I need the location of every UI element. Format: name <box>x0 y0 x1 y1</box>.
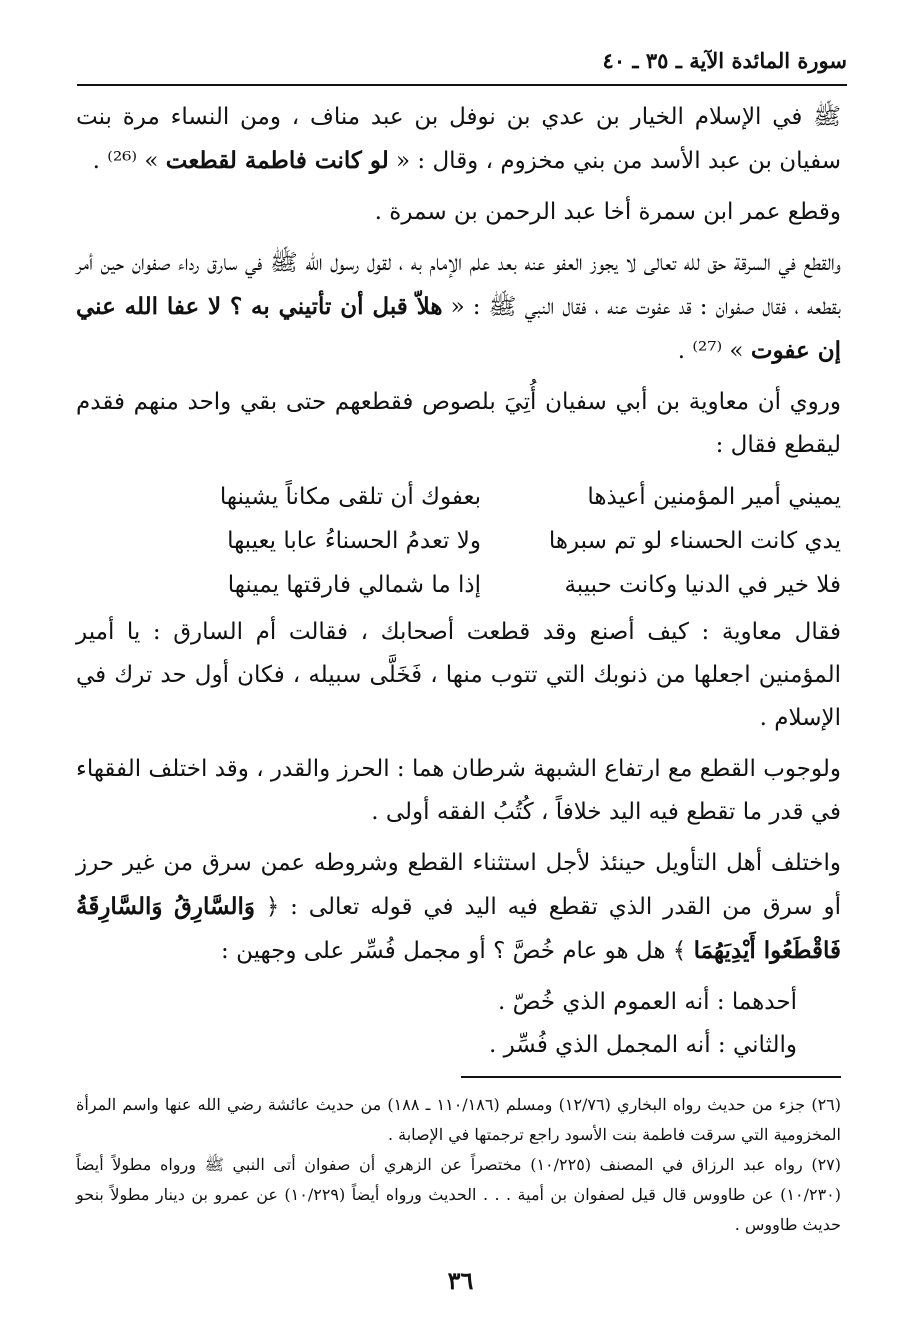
main-text <box>76 96 841 1067</box>
paragraph-7 <box>76 842 841 973</box>
poem-hemistich-first: يدي كانت الحسناء لو تم سبرها <box>548 528 841 554</box>
poem-line <box>161 475 841 519</box>
hadith-quote-2: هلاّ قبل أن تأتيني به ؟ لا عفا الله عني إن عفوت <box>76 293 841 364</box>
paragraph-2 <box>76 191 841 234</box>
paragraph-3-text: والقطع في السرقة حق لله تعالى لا يجوز العفو عنه بعد علم الإمام به ، لقول رسول الله ﷺ في سارق رداء صفوان حين أمر بقطعه ، فقال صفوان : قد عفوت عنه ، فقال النبي ﷺ : « <box>76 250 841 320</box>
page-header <box>77 46 847 86</box>
footnote-26: (٢٦) جزء من حديث رواه البخاري (١٢/٧٦) ومسلم (١١٠/١٨٦ ـ ١٨٨) من حديث عائشة رضي الله عنها واسم المرأة المخزومية التي سرقت فاطمة بنت الأسود راجع ترجمتها في الإصابة . <box>76 1095 842 1144</box>
poem-line <box>161 519 841 563</box>
paragraph-7-tail: ﴾ هل هو عام خُصَّ ؟ أو مجمل فُسِّر على وجهين : <box>221 938 694 964</box>
footnote-divider <box>461 1076 841 1078</box>
running-title: سورة المائدة الآية ـ ٣٥ ـ ٤٠ <box>602 48 847 73</box>
poem <box>76 475 841 607</box>
paragraph-4-text: وروي أن معاوية بن أبي سفيان أُتِيَ بلصوص فقطعهم حتى بقي واحد منهم فقدم ليقطع فقال : <box>76 389 841 458</box>
page-number: ٣٦ <box>447 1266 474 1295</box>
paragraph-3-ref: » ⁽²⁷⁾ . <box>677 338 751 364</box>
paragraph-4 <box>76 381 841 467</box>
paragraph-1-text: ﷺ في الإسلام الخيار بن عدي بن نوفل بن عبد مناف ، ومن النساء مرة بنت سفيان بن عبد الأسد من بني مخزوم ، وقال : « <box>76 104 841 174</box>
poem-line <box>161 563 841 607</box>
paragraph-7-text: واختلف أهل التأويل حينئذ لأجل استثناء القطع وشروطه عمن سرق من غير حرز أو سرق من القدر الذي تقطع فيه اليد في قوله تعالى : ﴿ <box>76 850 841 920</box>
paragraph-3 <box>76 242 841 373</box>
paragraph-5-text: فقال معاوية : كيف أصنع وقد قطعت أصحابك ، فقالت أم السارق : يا أمير المؤمنين اجعلها من ذنوبك التي تتوب منها ، فَخَلَّى سبيله ، فكان أول حد ترك في الإسلام . <box>76 619 841 731</box>
poem-hemistich-first: يميني أمير المؤمنين أعيذها <box>587 484 841 510</box>
poem-hemistich-second: إذا ما شمالي فارقتها يمينها <box>227 572 481 598</box>
paragraph-5 <box>76 611 841 740</box>
poem-hemistich-second: بعفوك أن تلقى مكاناً يشينها <box>219 484 481 510</box>
poem-hemistich-first: فلا خير في الدنيا وكانت حبيبة <box>564 572 841 598</box>
footnote-27: (٢٧) رواه عبد الرزاق في المصنف (١٠/٢٢٥) مختصراً عن الزهري أن صفوان أتى النبي ﷺ ورواه مطولاً أيضاً (١٠/٢٣٠) عن طاووس قال قيل لصفوان بن أمية . . . الحديث ورواه أيضاً (١٠/٢٢٩) عن عمرو بن دينار مطولاً بنحو حديث طاووس . <box>76 1155 842 1234</box>
hadith-quote-1: لو كانت فاطمة لقطعت <box>165 147 389 174</box>
paragraph-6-text: ولوجوب القطع مع ارتفاع الشبهة شرطان هما : الحرز والقدر ، وقد اختلف الفقهاء في قدر ما تقطع فيه اليد خلافاً ، كُتُبُ الفقه أولى . <box>76 756 841 825</box>
sub-item-1: أحدهما : أنه العموم الذي خُصّ . <box>498 989 797 1015</box>
paragraph-1-ref: » ⁽²⁶⁾ . <box>92 148 166 174</box>
sub-item-2: والثاني : أنه المجمل الذي فُسِّر . <box>488 1032 797 1058</box>
paragraph-2-text: وقطع عمر ابن سمرة أخا عبد الرحمن بن سمرة . <box>374 199 841 225</box>
paragraph-1 <box>76 96 841 183</box>
footnotes <box>76 1090 841 1240</box>
poem-hemistich-second: ولا تعدمُ الحسناءُ عابا يعيبها <box>227 528 481 554</box>
quran-verse: وَالسَّارِقُ وَالسَّارِقَةُ فَاقْطَعُوا أَيْدِيَهُمَا <box>76 893 841 964</box>
paragraph-6 <box>76 748 841 834</box>
